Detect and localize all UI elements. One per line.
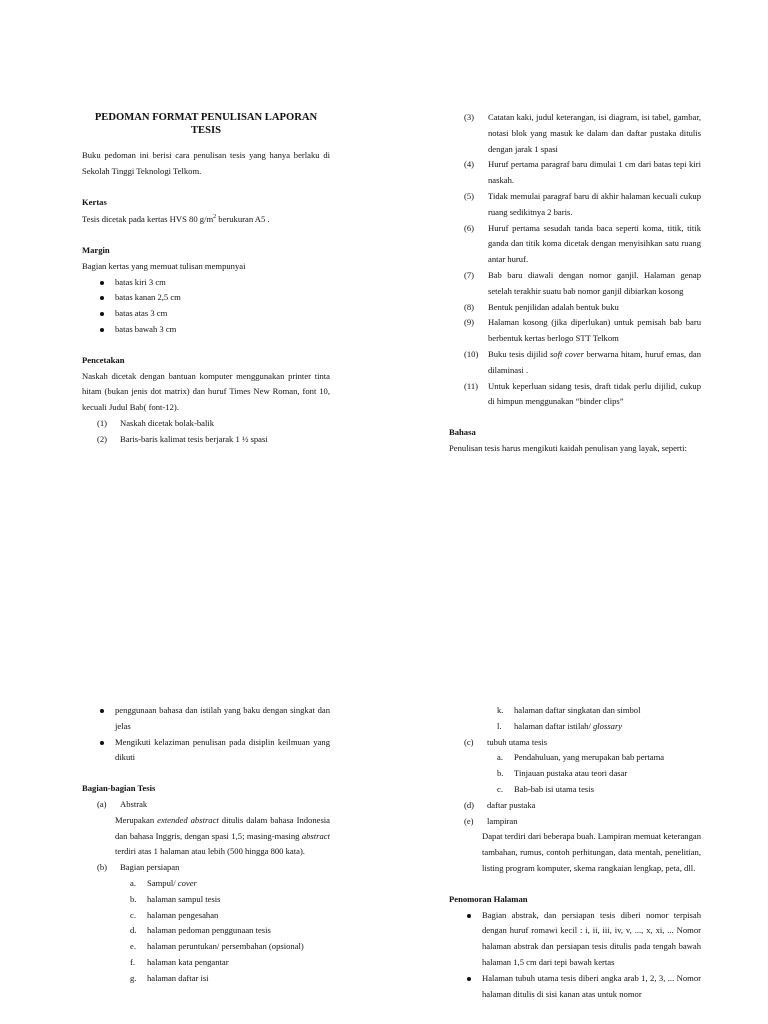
item-letter: f. xyxy=(130,956,136,967)
item-number: (6) xyxy=(464,222,475,233)
item-label: Bagian persiapan xyxy=(120,862,180,873)
persiapan-item xyxy=(82,971,330,987)
bagian-item-b xyxy=(82,860,330,876)
top-left-column xyxy=(82,112,330,448)
rule-item xyxy=(449,315,701,347)
bagian-item-c xyxy=(449,735,701,751)
item-text: halaman sampul tesis xyxy=(147,893,221,904)
item-letter: l. xyxy=(497,720,502,731)
lampiran-text: Dapat terdiri dari beberapa buah. Lampiran memuat keterangan tambahan, rumus, contoh perhitungan, data mentah, penelitian, listing program komputer, skema rangkaian lengkap, peta, dll. xyxy=(482,831,701,873)
bottom-left-column xyxy=(82,703,330,987)
item-text: halaman kata pengantar xyxy=(147,956,229,967)
kertas-superscript: 2 xyxy=(213,214,217,221)
bagian-heading: Bagian-bagian Tesis xyxy=(82,783,156,794)
kertas-heading: Kertas xyxy=(82,196,107,207)
item-letter: k. xyxy=(497,705,504,715)
item-text: Bentuk penjilidan adalah bentuk buku xyxy=(488,301,619,312)
item-text-italic: soft cover xyxy=(549,348,584,359)
item-text: halaman pedoman penggunaan tesis xyxy=(147,925,271,936)
pencetakan-heading: Pencetakan xyxy=(82,354,125,365)
item-letter: a. xyxy=(497,752,503,763)
penomoran-bullet: Halaman tubuh utama tesis diberi angka arab 1, 2, 3, ... Nomor halaman ditulis di sisi kanan atas untuk nomor xyxy=(449,971,701,1003)
item-number: (11) xyxy=(464,380,478,391)
item-number: (7) xyxy=(464,269,475,280)
abstrak-text xyxy=(82,813,330,860)
margin-item: batas bawah 3 cm xyxy=(82,322,330,338)
intro-paragraph: Buku pedoman ini berisi cara penulisan tesis yang hanya berlaku di Sekolah Tinggi Teknologi Telkom. xyxy=(82,150,330,176)
bagian-item-e xyxy=(449,814,701,830)
bottom-right-column xyxy=(449,703,701,1002)
persiapan-item xyxy=(82,939,330,955)
item-label: daftar pustaka xyxy=(487,799,536,810)
item-number: (d) xyxy=(464,799,475,810)
rule-item xyxy=(449,189,701,221)
pencetakan-item xyxy=(82,416,330,432)
rule-item xyxy=(449,110,701,157)
kertas-text-after: berukuran A5 . xyxy=(216,214,270,225)
rule-item xyxy=(449,379,701,411)
item-label: lampiran xyxy=(487,815,518,826)
item-number: (e) xyxy=(464,815,474,826)
bagian-item-d xyxy=(449,798,701,814)
item-letter: b. xyxy=(497,768,504,779)
item-text: Baris-baris kalimat tesis berjarak 1 ½ spasi xyxy=(120,433,268,444)
item-text: berwarna hitam, huruf emas, dan dilaminasi . xyxy=(488,348,701,375)
item-text: Untuk keperluan sidang tesis, draft tidak perlu dijilid, cukup di himpun menggunakan “binder clips” xyxy=(488,380,701,407)
rule-item xyxy=(449,268,701,300)
abstrak-text-part: terdiri atas 1 halaman atau lebih (500 hingga 800 kata). xyxy=(115,846,305,857)
item-letter: b. xyxy=(130,893,137,904)
item-number: (5) xyxy=(464,190,475,201)
item-text: Huruf pertama sesudah tanda baca seperti koma, titik, titik ganda dan titik koma dicetak dengan menyisihkan satu ruang antar huruf. xyxy=(488,222,701,265)
bahasa-text: Penulisan tesis harus mengikuti kaidah penulisan yang layak, seperti: xyxy=(449,442,687,453)
persiapan-item xyxy=(82,908,330,924)
item-number: (1) xyxy=(97,418,108,429)
item-text: Sampul/ xyxy=(147,877,178,888)
tubuh-item xyxy=(449,766,701,782)
bagian-item-a xyxy=(82,797,330,813)
top-right-column xyxy=(449,110,701,457)
margin-intro: Bagian kertas yang memuat tulisan mempunyai xyxy=(82,260,246,271)
margin-item: batas kanan 2,5 cm xyxy=(82,290,330,306)
item-label: Abstrak xyxy=(120,798,148,809)
penomoran-heading: Penomoran Halaman xyxy=(449,893,528,904)
item-number: (9) xyxy=(464,317,475,328)
rule-item xyxy=(449,347,701,379)
item-text: Buku tesis dijilid xyxy=(488,348,550,359)
abstrak-text-italic: abstract xyxy=(301,830,330,841)
item-text: Tidak memulai paragraf baru di akhir halaman kecuali cukup ruang sedikitnya 2 baris. xyxy=(488,190,701,217)
pencetakan-text: Naskah dicetak dengan bantuan komputer menggunakan printer tinta hitam (bukan jenis dot matrix) dan huruf Times New Roman, font 10, kecuali Judul Bab( font-12). xyxy=(82,370,330,413)
item-letter: a. xyxy=(130,877,136,888)
item-letter: d. xyxy=(130,925,137,936)
item-label: tubuh utama tesis xyxy=(487,736,548,747)
item-letter: c. xyxy=(497,783,503,794)
kertas-text xyxy=(82,210,330,228)
item-text: halaman daftar isi xyxy=(147,972,209,983)
persiapan-item xyxy=(82,892,330,908)
item-number: (3) xyxy=(464,112,475,122)
persiapan-item xyxy=(449,719,701,735)
persiapan-item xyxy=(82,955,330,971)
item-text: halaman daftar istilah/ xyxy=(514,720,593,731)
item-text: Naskah dicetak bolak-balik xyxy=(120,418,215,429)
item-text: Bab-bab isi utama tesis xyxy=(514,783,594,794)
persiapan-item xyxy=(82,923,330,939)
bahasa-heading: Bahasa xyxy=(449,427,476,438)
abstrak-text-italic: extended abstract xyxy=(157,814,219,825)
pencetakan-item xyxy=(82,432,330,448)
margin-heading: Margin xyxy=(82,245,110,256)
item-number: (a) xyxy=(97,798,107,809)
kertas-text-before: Tesis dicetak pada kertas HVS 80 g/m xyxy=(82,214,214,225)
title-line-1: PEDOMAN FORMAT PENULISAN LAPORAN xyxy=(94,112,318,123)
margin-item: batas atas 3 cm xyxy=(82,306,330,322)
persiapan-item xyxy=(449,703,701,719)
margin-item: batas kiri 3 cm xyxy=(82,275,330,291)
penomoran-bullet: Bagian abstrak, dan persiapan tesis diberi nomor terpisah dengan huruf romawi kecil : i, ii, iii, iv, v, ..., x, xi, ... Nomor halaman abstrak dan persiapan tesis ditulis pada tengah bawah halaman 1,5 cm dari tepi bawah kertas xyxy=(449,908,701,971)
item-text: Pendahuluan, yang merupakan bab pertama xyxy=(514,752,665,763)
item-text-italic: cover xyxy=(177,877,197,888)
item-number: (b) xyxy=(97,862,108,873)
tubuh-item xyxy=(449,782,701,798)
item-text: Bab baru diawali dengan nomor ganjil. Halaman genap setelah terakhir suatu bab nomor ganjil dibiarkan kosong xyxy=(488,269,701,296)
item-letter: c. xyxy=(130,909,136,920)
document-title xyxy=(82,112,330,137)
item-letter: g. xyxy=(130,972,137,983)
bahasa-bullet: penggunaan bahasa dan istilah yang baku dengan singkat dan jelas xyxy=(82,703,330,735)
item-text: halaman daftar singkatan dan simbol xyxy=(514,705,641,715)
rule-item xyxy=(449,300,701,316)
item-text: Huruf pertama paragraf baru dimulai 1 cm dari batas tepi kiri naskah. xyxy=(488,159,701,186)
item-letter: e. xyxy=(130,941,136,952)
tubuh-item xyxy=(449,750,701,766)
abstrak-text-part: Merupakan xyxy=(115,814,158,825)
item-number: (c) xyxy=(464,736,474,747)
item-number: (2) xyxy=(97,433,108,444)
rule-item xyxy=(449,221,701,268)
item-text: halaman peruntukan/ persembahan (opsional) xyxy=(147,941,304,952)
item-text: Tinjauan pustaka atau teori dasar xyxy=(514,768,628,779)
item-text: Catatan kaki, judul keterangan, isi diagram, isi tabel, gambar, notasi blok yang masuk ke dalam dan daftar pustaka ditulis dengan jarak 1 spasi xyxy=(488,112,701,154)
item-number: (10) xyxy=(464,348,479,359)
abstrak-text-part: ditulis dalam bahasa Indonesia dan bahasa Inggris, dengan spasi 1,5; masing-masing xyxy=(115,814,330,841)
item-text-italic: glossary xyxy=(593,720,623,731)
bahasa-bullet: Mengikuti kelaziman penulisan pada disiplin keilmuan yang dikuti xyxy=(82,735,330,767)
rule-item xyxy=(449,157,701,189)
item-text: halaman pengesahan xyxy=(147,909,219,920)
item-number: (8) xyxy=(464,301,475,312)
item-number: (4) xyxy=(464,159,475,170)
title-line-2: TESIS xyxy=(190,124,222,136)
item-text: Halaman kosong (jika diperlukan) untuk pemisah bab baru berbentuk kertas berlogo STT Telkom xyxy=(488,317,701,344)
persiapan-item xyxy=(82,876,330,892)
